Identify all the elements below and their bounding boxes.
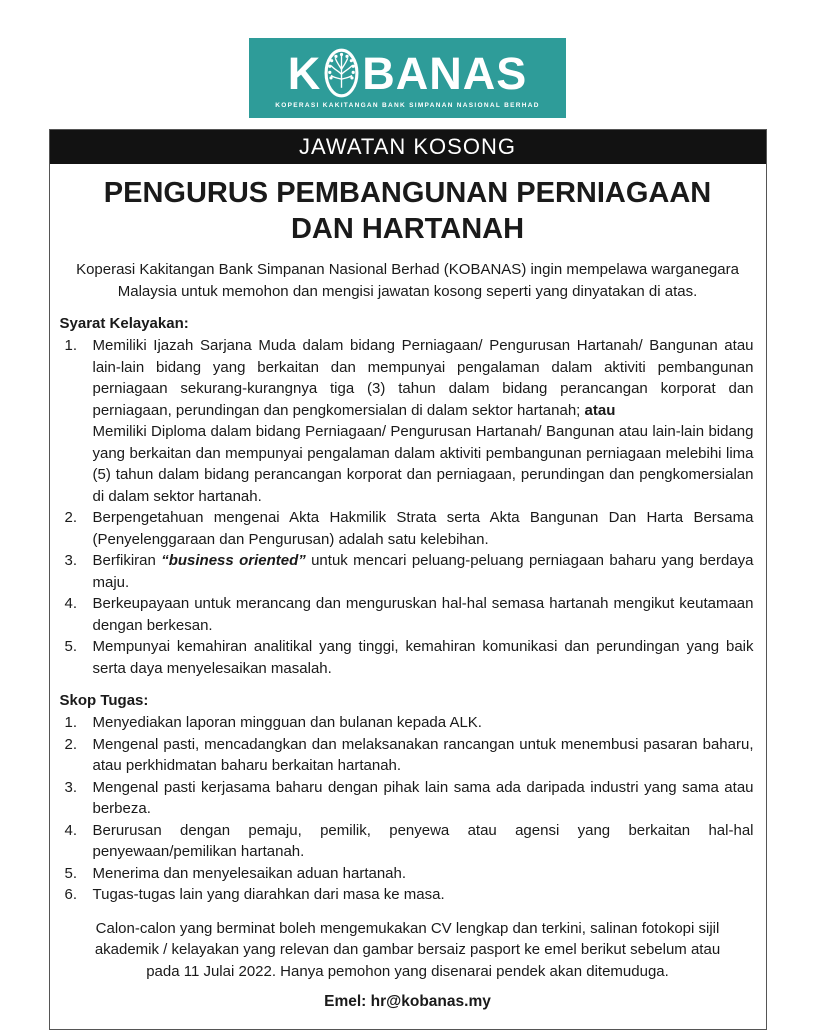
job-title: PENGURUS PEMBANGUNAN PERNIAGAAN DAN HARTANAH: [103, 177, 712, 245]
requirement-item: [65, 335, 754, 507]
scope-text: Menerima dan menyelesaikan aduan hartanah.: [92, 864, 407, 882]
requirement-text: Memiliki Ijazah Sarjana Muda dalam bidang Perniagaan/ Pengurusan Hartanah/ Bangunan atau lain-lain bidang yang berkaitan dan mempunyai pengalaman dalam aktiviti pembangunan perniagaan sekurang-kurangnya tiga (3) tahun dalam bidang perancangan korporat dan perniagaan, perundingan dan pengkomersialan di dalam sektor hartanah;: [92, 337, 754, 419]
requirement-text: untuk mencari peluang-peluang perniagaan baharu yang berdaya maju.: [92, 552, 754, 591]
scope-heading: Skop Tugas:: [59, 692, 149, 709]
vacancy-document: [49, 129, 767, 1030]
requirement-text-paragraph2: Memiliki Diploma dalam bidang Perniagaan/ Pengurusan Hartanah/ Bangunan atau lain-lain bidang yang berkaitan dan mempunyai pengalaman dalam aktiviti pembangunan perniagaan melebihi lima (5) tahun dalam bidang perancangan korporat dan perniagaan, perundingan dan pengkomersialan di dalam sektor hartanah.: [92, 423, 754, 505]
requirements-heading: Syarat Kelayakan:: [59, 315, 189, 332]
wordmark-k: K: [287, 47, 322, 99]
kobanas-logo: [249, 38, 566, 118]
requirement-item: [65, 593, 754, 636]
requirement-item: [65, 507, 754, 550]
requirement-item: [65, 636, 754, 679]
intro-paragraph: Koperasi Kakitangan Bank Simpanan Nasional Berhad (KOBANAS) ingin mempelawa warganegara Malaysia untuk memohon dan mengisi jawatan kosong seperti yang dinyatakan di atas.: [76, 261, 739, 300]
requirement-text: Berfikiran: [92, 552, 162, 569]
scope-item: [65, 884, 754, 906]
requirements-list: [65, 335, 754, 679]
contact-email-line: Emel: hr@kobanas.my: [324, 993, 491, 1010]
wordmark-rest: BANAS: [362, 47, 528, 99]
requirement-bold-word: atau: [584, 401, 616, 419]
scope-list: [65, 712, 754, 906]
requirement-item: [65, 550, 754, 593]
logo-subtitle: KOPERASI KAKITANGAN BANK SIMPANAN NASIONAL BERHAD: [275, 102, 540, 109]
closing-paragraph: Calon-calon yang berminat boleh mengemukakan CV lengkap dan terkini, salinan fotokopi sijil akademik / kelayakan yang relevan dan gambar bersaiz pasport ke emel berikut sebelum atau pada 11 Julai 2022. Hanya pemohon yang disenarai pendek akan ditemuduga.: [94, 919, 721, 980]
scope-text: Mengenal pasti, mencadangkan dan melaksanakan rancangan untuk menembusi pasaran baharu, atau perkhidmatan baharu berkaitan hartanah.: [92, 735, 754, 774]
scope-item: [65, 820, 754, 863]
scope-item: [65, 712, 754, 734]
kobanas-wordmark: [288, 47, 528, 99]
tree-icon: [323, 47, 360, 99]
vacancy-banner: JAWATAN KOSONG: [50, 130, 766, 164]
scope-item: [65, 777, 754, 820]
requirement-italic-phrase: “business oriented”: [161, 552, 306, 569]
scope-item: [65, 863, 754, 885]
scope-text: Tugas-tugas lain yang diarahkan dari masa ke masa.: [92, 886, 445, 903]
requirement-text: Mempunyai kemahiran analitikal yang tinggi, kemahiran komunikasi dan perundingan yang baik serta daya menyelesaikan masalah.: [92, 638, 754, 677]
scope-text: Mengenal pasti kerjasama baharu dengan pihak lain sama ada daripada industri yang sama atau berbeza.: [92, 778, 754, 817]
scope-item: [65, 734, 754, 777]
requirement-text: Berkeupayaan untuk merancang dan menguruskan hal-hal semasa hartanah mengikut keutamaan dengan berkesan.: [92, 595, 754, 634]
scope-section: [50, 692, 766, 906]
scope-text: Menyediakan laporan mingguan dan bulanan kepada ALK.: [92, 714, 482, 731]
scope-text: Berurusan dengan pemaju, pemilik, penyewa atau agensi yang berkaitan hal-hal penyewaan/pemilikan hartanah.: [92, 821, 754, 860]
requirement-text: Berpengetahuan mengenai Akta Hakmilik Strata serta Akta Bangunan Dan Harta Bersama (Penyelenggaraan dan Pengurusan) adalah satu kelebihan.: [92, 509, 754, 548]
requirements-section: [50, 315, 766, 679]
logo-area: [0, 0, 815, 118]
